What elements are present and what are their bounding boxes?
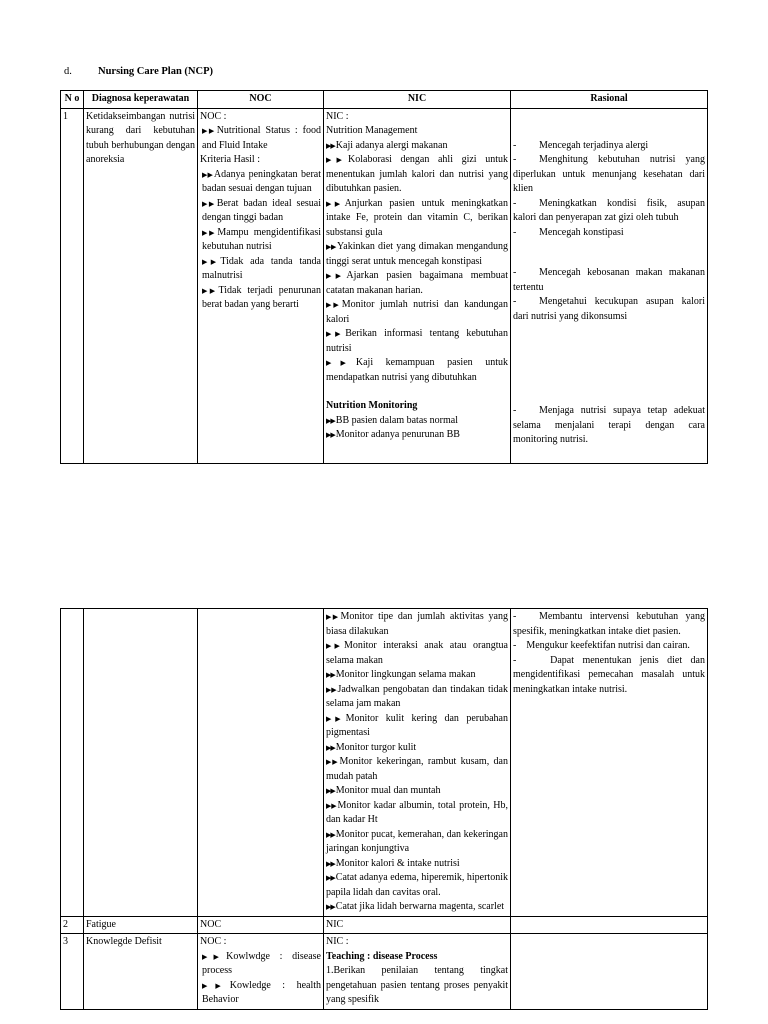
nic-item: ▶▶Monitor kulit kering dan perubahan pigmentasi	[326, 712, 508, 738]
arrow-icon: ▶▶	[326, 359, 355, 367]
table-row	[61, 108, 708, 463]
noc-item: Kriteria Hasil :	[200, 154, 260, 165]
noc-title: NOC :	[200, 110, 227, 122]
row-number	[61, 609, 84, 917]
arrow-icon: ▶▶	[202, 199, 216, 208]
noc-cell	[198, 934, 324, 1010]
noc-item: ▶▶Kowledge : health Behavior	[202, 979, 321, 1005]
nic-item: ▶▶Monitor turgor kulit	[326, 741, 417, 753]
nic-item: ▶▶Kaji kemampuan pasien untuk mendapatkan nutrisi yang dibutuhkan	[326, 357, 508, 383]
nic-item: ▶▶Monitor kadar albumin, total protein, Hb, dan kadar Ht	[326, 799, 508, 825]
arrow-icon: ▶▶	[326, 330, 345, 338]
noc-title: NOC :	[200, 936, 227, 947]
arrow-icon: ▶▶	[326, 903, 335, 911]
nic-item: ▶▶Monitor lingkungan selama makan	[326, 669, 476, 680]
arrow-icon: ▶▶	[202, 981, 229, 990]
nic-item: ▶▶Monitor mual dan muntah	[326, 785, 441, 796]
arrow-icon: ▶▶	[326, 199, 344, 208]
arrow-icon: ▶▶	[326, 141, 335, 150]
arrow-icon: ▶▶	[326, 830, 335, 839]
rasional-item: - Mengukur keefektifan nutrisi dan cairan.	[513, 640, 690, 651]
noc-cell: NOC	[198, 916, 324, 934]
nic-title: NIC :	[326, 936, 349, 947]
nic-item: ▶▶Catat adanya edema, hiperemik, hipertonik papila lidah dan cavitas oral.	[326, 872, 508, 898]
nic-cell	[324, 108, 511, 463]
arrow-icon: ▶▶	[202, 286, 218, 295]
arrow-icon: ▶▶	[326, 743, 335, 752]
header-nic: NIC	[324, 91, 511, 109]
nic-item: ▶▶BB pasien dalam batas normal	[326, 414, 458, 426]
rasional-item: - Menghitung kebutuhan nutrisi yang diperlukan untuk menunjang kesehatan dari klien	[513, 154, 705, 194]
rasional-cell	[511, 934, 708, 1010]
rasional-cell	[511, 609, 708, 917]
arrow-icon: ▶▶	[326, 874, 335, 882]
nic-title: NIC :	[326, 110, 349, 122]
rasional-item: - Menjaga nutrisi supaya tetap adekuat selama menjalani terapi dengan cara monitoring nutrisi.	[513, 405, 705, 445]
nic-item: ▶▶Kaji adanya alergi makanan	[326, 139, 448, 151]
rasional-item: - Meningkatkan kondisi fisik, asupan kalori dan penyerapan zat gizi oleh tubuh	[513, 197, 705, 223]
arrow-icon: ▶▶	[326, 272, 346, 280]
nic-item: ▶▶Monitor kalori & intake nutrisi	[326, 857, 460, 869]
noc-item: ▶▶Nutritional Status : food and Fluid Intake	[202, 125, 321, 151]
rasional-item: - Membantu intervensi kebutuhan yang spesifik, meningkatkan intake diet pasien.	[513, 611, 705, 637]
table-row	[61, 609, 708, 917]
section-letter: d.	[64, 66, 72, 77]
noc-item: ▶▶Tidak ada tanda tanda malnutrisi	[202, 255, 321, 281]
nic-subtitle-monitoring: Nutrition Monitoring	[326, 400, 418, 411]
table-row	[61, 934, 708, 1010]
arrow-icon: ▶▶	[326, 801, 337, 810]
noc-item: ▶▶Berat badan ideal sesuai dengan tinggi badan	[202, 197, 321, 223]
arrow-icon: ▶▶	[326, 714, 345, 723]
nic-cell	[324, 934, 511, 1010]
arrow-icon: ▶▶	[326, 156, 347, 164]
noc-item: ▶▶Tidak terjadi penurunan berat badan yang berarti	[202, 284, 321, 310]
noc-item: ▶▶Adanya peningkatan berat badan sesuai dengan tujuan	[202, 168, 321, 194]
nic-item: ▶▶Ajarkan pasien bagaimana membuat catatan makanan harian.	[326, 270, 508, 296]
rasional-item: - Mencegah kebosanan makan makanan tertentu	[513, 267, 705, 293]
nic-item: ▶▶Jadwalkan pengobatan dan tindakan tidak selama jam makan	[326, 683, 508, 709]
nic-item: ▶▶Monitor adanya penurunan BB	[326, 429, 460, 440]
arrow-icon: ▶▶	[202, 257, 220, 266]
noc-item: ▶▶Kowlwdge : disease process	[202, 950, 321, 976]
nic-item: ▶▶Monitor kekeringan, rambut kusam, dan mudah patah	[326, 756, 508, 782]
nic-cell: NIC	[324, 916, 511, 934]
nic-item: 1.Berikan penilaian tentang tingkat pengetahuan pasien tentang proses penyakit yang spesifik	[326, 965, 508, 1005]
header-rasional: Rasional	[511, 91, 708, 109]
rasional-cell	[511, 108, 708, 463]
nic-item: ▶▶Monitor jumlah nutrisi dan kandungan kalori	[326, 299, 508, 325]
section-title: Nursing Care Plan (NCP)	[98, 66, 214, 77]
rasional-item: - Dapat menentukan jenis diet dan mengidentifikasi pemecahan masalah untuk meningkatkan intake nutrisi.	[513, 654, 705, 695]
ncp-table-2	[60, 608, 708, 1010]
arrow-icon: ▶▶	[202, 127, 216, 135]
nic-item: ▶▶Berikan informasi tentang kebutuhan nutrisi	[326, 328, 508, 354]
rasional-item: - Mencegah terjadinya alergi	[513, 139, 649, 151]
table-header-row	[61, 91, 708, 109]
rasional-item: - Mencegah konstipasi	[513, 226, 624, 238]
rasional-item: - Mengetahui kecukupan asupan kalori dari nutrisi yang dikonsumsi	[513, 296, 705, 322]
arrow-icon: ▶▶	[326, 301, 341, 309]
row-number: 3	[61, 934, 84, 1010]
header-no: N o	[61, 91, 84, 109]
nic-item: ▶▶Catat jika lidah berwarna magenta, scarlet	[326, 901, 505, 912]
ncp-table-1	[60, 90, 708, 464]
header-diagnosa: Diagnosa keperawatan	[84, 91, 198, 109]
arrow-icon: ▶▶	[202, 228, 217, 237]
diagnosa-cell	[84, 609, 198, 917]
nic-item: ▶▶Monitor pucat, kemerahan, dan kekeringan jaringan konjungtiva	[326, 828, 508, 854]
table-row	[61, 916, 708, 934]
nic-cell	[324, 609, 511, 917]
row-number: 1	[61, 108, 84, 463]
nic-subtitle: Teaching : disease Process	[326, 950, 438, 962]
arrow-icon: ▶▶	[202, 952, 226, 961]
nic-item: ▶▶Monitor tipe dan jumlah aktivitas yang biasa dilakukan	[326, 611, 508, 637]
nic-item: ▶▶Monitor interaksi anak atau orangtua selama makan	[326, 640, 508, 666]
diagnosa-cell: Ketidakseimbangan nutrisi kurang dari kebutuhan tubuh berhubungan dengan anoreksia	[84, 108, 198, 463]
arrow-icon: ▶▶	[326, 859, 335, 868]
arrow-icon: ▶▶	[326, 431, 335, 439]
noc-item: ▶▶Mampu mengidentifikasi kebutuhan nutrisi	[202, 226, 321, 252]
arrow-icon: ▶▶	[326, 416, 335, 425]
nic-item: ▶▶Anjurkan pasien untuk meningkatkan intake Fe, protein dan vitamin C, berikan substansi gula	[326, 197, 508, 238]
arrow-icon: ▶▶	[326, 243, 337, 251]
arrow-icon: ▶▶	[202, 170, 213, 179]
header-noc: NOC	[198, 91, 324, 109]
section-heading	[64, 66, 213, 77]
diagnosa-cell: Fatigue	[84, 916, 198, 934]
arrow-icon: ▶▶	[326, 671, 335, 679]
nic-subtitle: Nutrition Management	[326, 125, 418, 136]
row-number: 2	[61, 916, 84, 934]
diagnosa-cell: Knowlegde Defisit	[84, 934, 198, 1010]
arrow-icon: ▶▶	[326, 685, 337, 694]
noc-cell	[198, 108, 324, 463]
nic-item: ▶▶Yakinkan diet yang dimakan mengandung tinggi serat untuk mencegah konstipasi	[326, 241, 508, 267]
arrow-icon: ▶▶	[326, 613, 340, 621]
arrow-icon: ▶▶	[326, 787, 335, 795]
arrow-icon: ▶▶	[326, 642, 343, 650]
rasional-cell	[511, 916, 708, 934]
nic-item: ▶▶Kolaborasi dengan ahli gizi untuk menentukan jumlah kalori dan nutrisi yang dibutuhkan pasien.	[326, 154, 508, 194]
arrow-icon: ▶▶	[326, 758, 339, 766]
noc-cell	[198, 609, 324, 917]
